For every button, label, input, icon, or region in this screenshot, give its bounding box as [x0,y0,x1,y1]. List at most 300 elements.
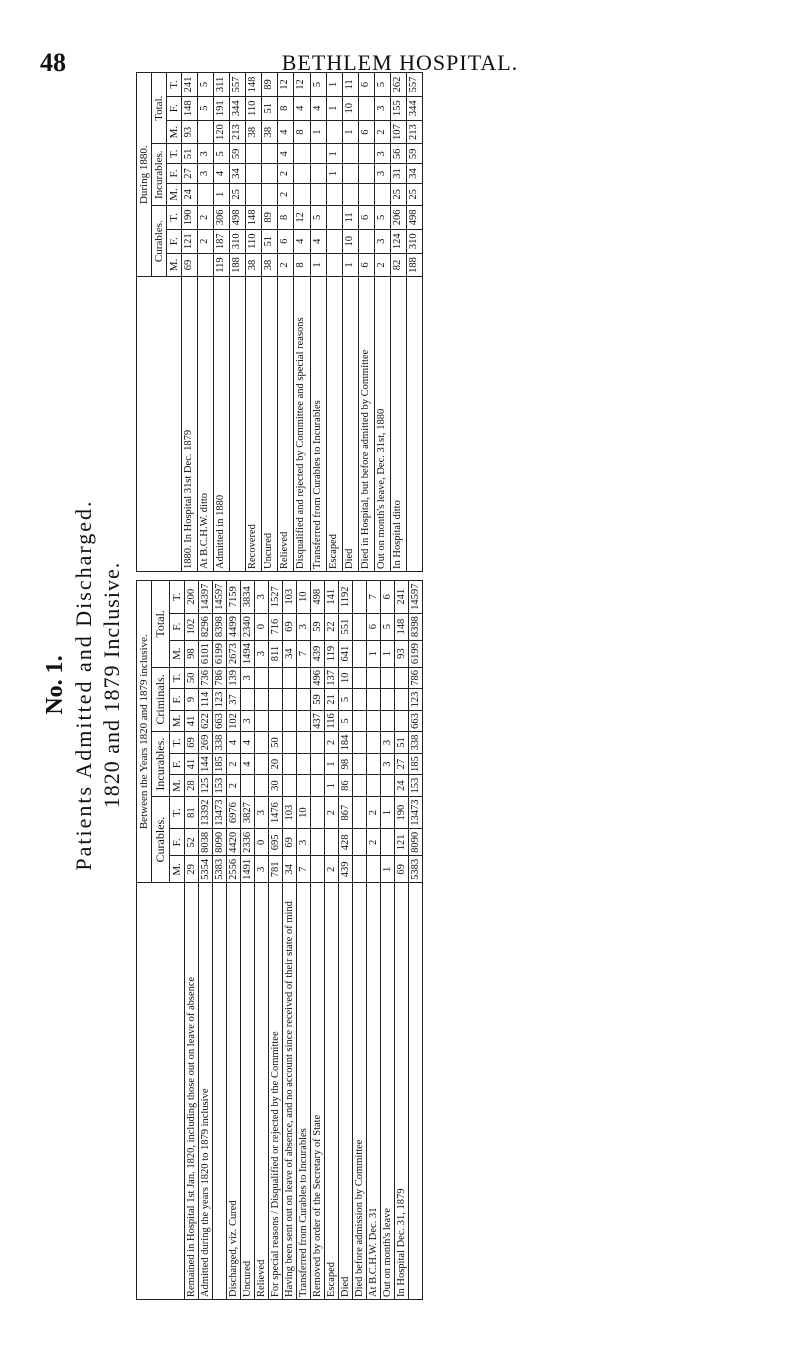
value-cell: 59 [230,144,246,164]
value-cell: 1 [310,120,326,144]
value-cell: 3 [374,164,390,184]
value-cell: 1491 [241,856,255,883]
table-row [262,73,278,572]
table-row [297,581,311,1300]
value-cell: 2 [374,253,390,277]
table-row [199,581,213,1300]
subhead-cell: F. [167,229,182,253]
value-cell [367,775,381,797]
value-cell: 437 [311,710,325,732]
value-cell: 0 [255,613,269,640]
value-cell: 121 [395,829,409,856]
value-cell: 34 [283,640,297,667]
value-cell: 10 [342,96,358,120]
value-cell: 148 [246,73,262,97]
subhead-cell: T. [170,732,185,754]
value-cell: 14597 [213,581,227,614]
value-cell: 6976 [227,796,241,828]
value-cell: 4420 [227,829,241,856]
value-cell: 2 [227,753,241,775]
value-cell: 8 [294,253,310,277]
value-cell: 428 [339,829,353,856]
value-cell [367,689,381,711]
value-cell: 12 [294,205,310,229]
value-cell: 123 [213,689,227,711]
value-cell [326,253,342,277]
value-cell: 1494 [241,640,255,667]
value-cell: 51 [182,144,198,164]
value-cell: 103 [283,796,297,828]
row-label: Uncured [262,277,278,572]
group-header: Curables. [152,205,167,276]
value-cell: 2 [325,796,339,828]
value-cell: 144 [199,753,213,775]
value-cell: 69 [185,732,199,754]
subhead-cell: T. [167,73,182,97]
value-cell [283,753,297,775]
value-cell: 24 [182,183,198,205]
table-row [185,581,199,1300]
value-cell: 1476 [269,796,283,828]
value-cell: 7 [297,640,311,667]
value-cell: 4 [214,164,230,184]
table-row [269,581,283,1300]
value-cell: 69 [182,253,198,277]
value-cell: 10 [342,229,358,253]
value-cell: 5 [339,689,353,711]
row-label: Disqualified and rejected by Committee and special reasons [294,277,310,572]
row-label: Relieved [255,883,269,1300]
value-cell: 3 [255,856,269,883]
row-label [230,277,246,572]
value-cell: 6101 [199,640,213,667]
table-row [213,581,227,1300]
value-cell: 6 [278,229,294,253]
value-cell: 10 [339,667,353,689]
value-cell: 736 [199,667,213,689]
value-cell: 3 [297,829,311,856]
value-cell [241,775,255,797]
value-cell: 188 [230,253,246,277]
table-row [255,581,269,1300]
value-cell [367,753,381,775]
table-row [310,73,326,572]
table-title: Patients Admitted and Discharged. [71,499,96,871]
value-cell [326,120,342,144]
table-1820-1879 [136,580,423,1300]
table-row [381,581,395,1300]
value-cell: 1527 [269,581,283,614]
value-cell: 41 [185,753,199,775]
table-row [358,73,374,572]
value-cell: 93 [395,640,409,667]
value-cell [283,775,297,797]
value-cell: 622 [199,710,213,732]
value-cell [381,689,395,711]
value-cell: 1 [381,796,395,828]
table-row [390,73,406,572]
value-cell: 262 [390,73,406,97]
value-cell: 498 [406,205,422,229]
value-cell: 3 [374,96,390,120]
table-row [339,581,353,1300]
value-cell: 69 [395,856,409,883]
table-row [182,73,198,572]
table-row [353,581,367,1300]
value-cell: 4 [294,229,310,253]
value-cell [353,581,367,614]
value-cell: 1 [326,144,342,164]
value-cell: 3 [381,753,395,775]
table-row [409,581,423,1300]
value-cell: 69 [283,613,297,640]
value-cell: 137 [325,667,339,689]
value-cell: 86 [339,775,353,797]
value-cell [353,732,367,754]
value-cell: 811 [269,640,283,667]
value-cell [262,164,278,184]
value-cell: 3 [297,613,311,640]
value-cell: 338 [213,732,227,754]
value-cell [342,144,358,164]
value-cell [246,164,262,184]
value-cell: 1 [214,183,230,205]
value-cell: 3 [255,796,269,828]
value-cell [353,829,367,856]
value-cell: 148 [182,96,198,120]
value-cell: 8 [278,205,294,229]
value-cell: 93 [182,120,198,144]
value-cell: 31 [390,164,406,184]
value-cell: 51 [262,229,278,253]
value-cell: 34 [406,164,422,184]
value-cell: 2 [278,253,294,277]
value-cell: 695 [269,829,283,856]
subhead-cell: T. [170,796,185,828]
value-cell: 311 [214,73,230,97]
row-label [409,883,423,1300]
value-cell: 2336 [241,829,255,856]
value-cell: 4 [294,96,310,120]
value-cell: 6199 [409,640,423,667]
value-cell: 190 [395,796,409,828]
value-cell [297,667,311,689]
value-cell [255,667,269,689]
value-cell [255,710,269,732]
value-cell: 187 [214,229,230,253]
value-cell: 3 [374,144,390,164]
value-cell: 98 [185,640,199,667]
value-cell [283,667,297,689]
value-cell: 4 [310,229,326,253]
value-cell: 6 [367,613,381,640]
value-cell: 59 [406,144,422,164]
value-cell: 2340 [241,613,255,640]
value-cell: 786 [409,667,423,689]
table-row [326,73,342,572]
value-cell: 439 [339,856,353,883]
value-cell [353,689,367,711]
value-cell: 38 [246,253,262,277]
value-cell: 4 [241,753,255,775]
value-cell: 89 [262,73,278,97]
subhead-cell: M. [167,120,182,144]
value-cell: 1 [342,253,358,277]
row-label: Admitted in 1880 [214,277,230,572]
value-cell: 1192 [339,581,353,614]
table-row [198,73,214,572]
value-cell: 124 [390,229,406,253]
value-cell: 102 [185,613,199,640]
value-cell [367,732,381,754]
value-cell: 38 [246,120,262,144]
value-cell: 5 [374,205,390,229]
value-cell: 2 [367,829,381,856]
value-cell: 1 [342,120,358,144]
value-cell: 30 [269,775,283,797]
value-cell: 2 [198,229,214,253]
value-cell: 2 [278,183,294,205]
value-cell: 3 [198,164,214,184]
value-cell [310,164,326,184]
running-title: BETHLEM HOSPITAL. [281,50,519,75]
value-cell [246,144,262,164]
value-cell: 2 [374,120,390,144]
value-cell: 2 [227,775,241,797]
value-cell: 663 [213,710,227,732]
value-cell: 2556 [227,856,241,883]
value-cell: 0 [255,829,269,856]
value-cell: 11 [342,73,358,97]
table-row [395,581,409,1300]
value-cell: 4499 [227,613,241,640]
value-cell: 2 [325,856,339,883]
value-cell: 7 [297,856,311,883]
table-row [214,73,230,572]
row-label: Discharged, viz. Cured [227,883,241,1300]
value-cell [325,829,339,856]
subhead-cell: M. [170,710,185,732]
value-cell: 781 [269,856,283,883]
value-cell: 1 [381,856,395,883]
value-cell: 119 [214,253,230,277]
subhead-cell: M. [170,640,185,667]
page-number: 48 [40,48,66,77]
value-cell [297,753,311,775]
value-cell: 8296 [199,613,213,640]
value-cell: 439 [311,640,325,667]
subhead-cell: M. [170,856,185,883]
value-cell: 185 [213,753,227,775]
value-cell: 1 [326,73,342,97]
value-cell: 25 [230,183,246,205]
value-cell [381,775,395,797]
value-cell: 5 [310,205,326,229]
value-cell: 11 [342,205,358,229]
value-cell: 498 [230,205,246,229]
subhead-cell: M. [167,183,182,205]
value-cell [283,732,297,754]
value-cell: 2673 [227,640,241,667]
value-cell [358,144,374,164]
value-cell [395,689,409,711]
value-cell: 2 [278,164,294,184]
value-cell: 241 [395,581,409,614]
subhead-cell: T. [167,205,182,229]
value-cell [294,144,310,164]
row-label: At B.C.H.W. ditto [198,277,214,572]
value-cell: 12 [294,73,310,97]
value-cell [353,856,367,883]
value-cell: 8090 [213,829,227,856]
table-row [406,73,422,572]
row-label: Died before admission by Committee [353,883,367,1300]
value-cell: 38 [262,120,278,144]
group-header: Incurables. [152,144,167,205]
value-cell: 3834 [241,581,255,614]
value-cell: 213 [230,120,246,144]
value-cell: 5354 [199,856,213,883]
value-cell [269,710,283,732]
value-cell: 3 [255,581,269,614]
value-cell: 10 [297,796,311,828]
value-cell: 120 [214,120,230,144]
value-cell: 6 [358,120,374,144]
value-cell: 641 [339,640,353,667]
subhead-cell: F. [167,164,182,184]
value-cell: 52 [185,829,199,856]
value-cell: 155 [390,96,406,120]
group-header: Total. [152,581,170,668]
subhead-cell: F. [170,689,185,711]
value-cell: 27 [395,753,409,775]
value-cell: 119 [325,640,339,667]
value-cell: 5383 [409,856,423,883]
value-cell: 28 [185,775,199,797]
tables-row [136,70,423,1300]
value-cell: 22 [325,613,339,640]
value-cell: 9 [185,689,199,711]
row-label: Transferred from Curables to Incurables [310,277,326,572]
value-cell: 6 [381,581,395,614]
value-cell [198,253,214,277]
value-cell: 10 [297,581,311,614]
value-cell: 34 [230,164,246,184]
value-cell: 102 [227,710,241,732]
value-cell: 4 [278,144,294,164]
value-cell: 141 [325,581,339,614]
value-cell: 24 [395,775,409,797]
value-cell [311,829,325,856]
value-cell [326,183,342,205]
value-cell: 153 [213,775,227,797]
subhead-cell: T. [170,581,185,614]
value-cell: 98 [339,753,353,775]
table-number: No. 1. [42,655,68,715]
value-cell [353,710,367,732]
value-cell: 241 [182,73,198,97]
row-label: Having been sent out on leave of absence, and no account since received of their state of mind [283,883,297,1300]
value-cell [395,667,409,689]
value-cell: 3 [198,144,214,164]
value-cell: 153 [409,775,423,797]
value-cell: 41 [185,710,199,732]
value-cell: 498 [311,581,325,614]
value-cell: 3 [381,732,395,754]
value-cell: 5383 [213,856,227,883]
value-cell: 1 [326,96,342,120]
value-cell: 3827 [241,796,255,828]
row-label: In Hospital ditto [390,277,406,572]
value-cell: 6 [358,73,374,97]
value-cell [283,710,297,732]
rotated-table-page [40,70,760,1300]
subhead-cell: F. [170,613,185,640]
row-label: Died [339,883,353,1300]
value-cell: 27 [182,164,198,184]
value-cell [294,164,310,184]
table-row [230,73,246,572]
value-cell: 310 [230,229,246,253]
value-cell: 25 [406,183,422,205]
value-cell: 116 [325,710,339,732]
value-cell: 51 [262,96,278,120]
value-cell: 191 [214,96,230,120]
group-header: Total. [152,73,167,145]
value-cell: 12 [278,73,294,97]
value-cell [381,667,395,689]
value-cell [358,164,374,184]
value-cell [395,710,409,732]
row-label: Remained in Hospital 1st Jan. 1820, including those out on leave of absence [185,883,199,1300]
table-heading [40,70,126,1300]
value-cell [367,856,381,883]
value-cell [262,183,278,205]
left-table-caption: Between the Years 1820 and 1879 inclusive. [137,581,152,883]
value-cell: 185 [409,753,423,775]
table-row [374,73,390,572]
row-label: Escaped [326,277,342,572]
value-cell [326,229,342,253]
value-cell: 3 [374,229,390,253]
value-cell: 200 [185,581,199,614]
row-label: For special reasons / Disqualified or rejected by the Committee [269,883,283,1300]
value-cell [381,710,395,732]
value-cell: 557 [406,73,422,97]
value-cell: 2 [367,796,381,828]
row-label: Out on month's leave, Dec. 31st, 1880 [374,277,390,572]
table-row [283,581,297,1300]
value-cell [297,710,311,732]
value-cell [269,667,283,689]
table-row [241,581,255,1300]
value-cell: 107 [390,120,406,144]
row-label: Removed by order of the Secretary of State [311,883,325,1300]
value-cell: 663 [409,710,423,732]
value-cell: 103 [283,581,297,614]
value-cell [297,775,311,797]
value-cell: 13473 [213,796,227,828]
value-cell: 5 [381,613,395,640]
right-table-caption: During 1880. [137,73,152,277]
value-cell [255,689,269,711]
value-cell: 3 [255,640,269,667]
value-cell: 148 [246,205,262,229]
value-cell: 51 [395,732,409,754]
value-cell: 89 [262,205,278,229]
value-cell: 8038 [199,829,213,856]
value-cell: 148 [395,613,409,640]
